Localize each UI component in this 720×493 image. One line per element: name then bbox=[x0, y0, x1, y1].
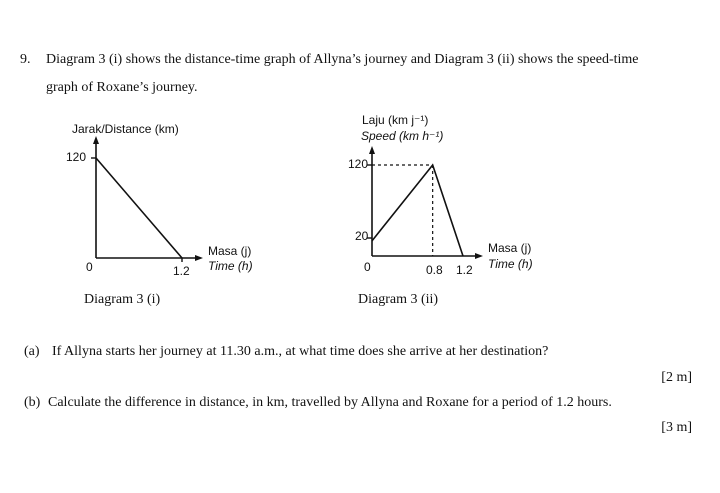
d2-x-arrow bbox=[475, 253, 483, 259]
part-a-label: (a) bbox=[24, 344, 40, 359]
question-intro-line-1: Diagram 3 (i) shows the distance-time graph of Allyna’s journey and Diagram 3 (ii) shows the speed-time bbox=[46, 52, 639, 67]
d2-x-axis-label-time: Time (h) bbox=[488, 257, 533, 271]
d2-caption: Diagram 3 (ii) bbox=[358, 292, 439, 307]
part-a-marks: [2 m] bbox=[661, 370, 692, 385]
part-b-marks: [3 m] bbox=[661, 420, 692, 435]
question-intro-line-2: graph of Roxane’s journey. bbox=[46, 80, 198, 95]
d2-data-line bbox=[372, 165, 463, 256]
part-b-label: (b) bbox=[24, 395, 41, 410]
question-number: 9. bbox=[20, 52, 31, 67]
d1-x-tick-1-2: 1.2 bbox=[173, 264, 190, 278]
d2-x-tick-0-8: 0.8 bbox=[426, 263, 443, 277]
d2-origin-label: 0 bbox=[364, 260, 371, 274]
d2-y-axis-label-speed: Speed (km h⁻¹) bbox=[361, 129, 444, 143]
d1-x-axis-label-masa: Masa (j) bbox=[208, 244, 252, 258]
d1-y-tick-120: 120 bbox=[66, 150, 87, 164]
part-a-text: If Allyna starts her journey at 11.30 a.m., at what time does she arrive at her destination? bbox=[52, 344, 549, 359]
d2-y-tick-120: 120 bbox=[348, 157, 369, 171]
d2-x-axis-label-masa: Masa (j) bbox=[488, 241, 532, 255]
d2-x-tick-1-2: 1.2 bbox=[456, 263, 473, 277]
part-b-text: Calculate the difference in distance, in km, travelled by Allyna and Roxane for a period of 1.2 hours. bbox=[48, 395, 612, 410]
d1-y-axis-label: Jarak/Distance (km) bbox=[72, 122, 179, 136]
d1-caption: Diagram 3 (i) bbox=[84, 292, 161, 307]
d1-x-axis-label-time: Time (h) bbox=[208, 259, 253, 273]
d2-y-arrow bbox=[369, 146, 375, 154]
d2-y-tick-20: 20 bbox=[355, 229, 369, 243]
d1-origin-label: 0 bbox=[86, 260, 93, 274]
d2-y-axis-label-laju: Laju (km j⁻¹) bbox=[362, 113, 429, 127]
